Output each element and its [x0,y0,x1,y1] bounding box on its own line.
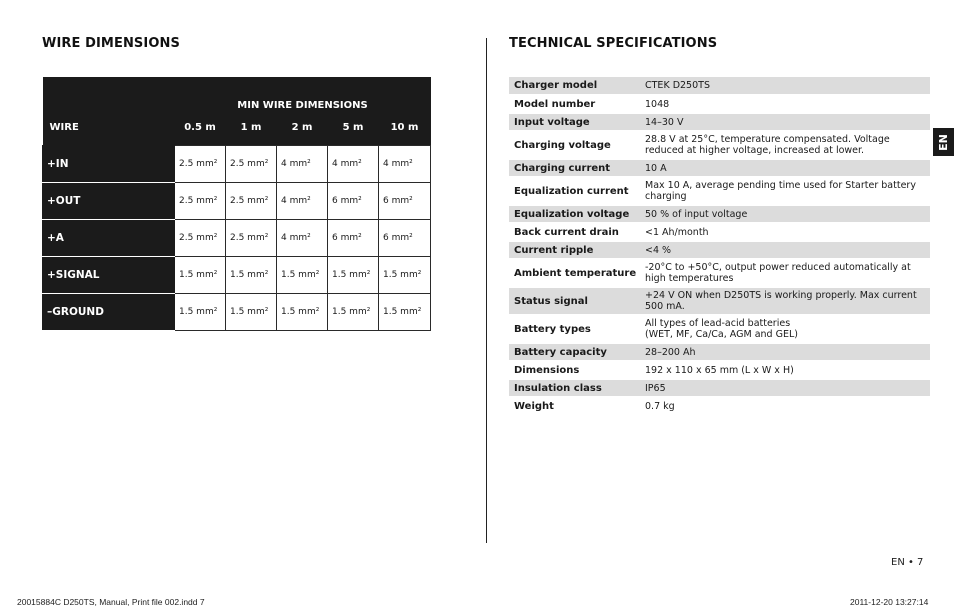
spec-key: Back current drain [509,223,640,241]
spec-key: Charging voltage [509,131,640,159]
wire-dimension-cell: 2.5 mm² [175,183,226,220]
spec-key: Equalization current [509,177,640,205]
spec-row [509,159,930,177]
wire-dimension-cell: 4 mm² [328,146,379,183]
wire-dimension-cell: 4 mm² [277,146,328,183]
wire-dimension-cell: 1.5 mm² [328,294,379,331]
wire-dimension-cell: 6 mm² [328,183,379,220]
header-spacer [43,77,175,118]
spec-row [509,113,930,131]
spec-row [509,177,930,205]
spec-key: Dimensions [509,361,640,379]
wire-row-label: +A [43,220,175,257]
wire-dimensions-heading: WIRE DIMENSIONS [42,36,180,51]
length-header: 0.5 m [175,118,226,146]
wire-dimension-cell: 2.5 mm² [226,220,277,257]
wire-dimension-cell: 4 mm² [379,146,431,183]
language-tab [933,128,954,156]
wire-row [43,257,431,294]
wire-row-label: +SIGNAL [43,257,175,294]
min-wire-dimensions-label: MIN WIRE DIMENSIONS [175,77,431,118]
specifications-table [509,77,930,416]
spec-row [509,259,930,287]
wire-dimension-cell: 4 mm² [277,183,328,220]
spec-value: 0.7 kg [640,397,930,415]
wire-dimensions-table [42,77,431,331]
wire-dimension-cell: 1.5 mm² [277,257,328,294]
spec-key: Charging current [509,159,640,177]
wire-dimension-cell: 1.5 mm² [226,257,277,294]
length-header: 1 m [226,118,277,146]
wire-row [43,220,431,257]
wire-dimension-cell: 1.5 mm² [379,294,431,331]
wire-dimension-cell: 2.5 mm² [226,146,277,183]
spec-row [509,205,930,223]
wire-row [43,183,431,220]
spec-key: Equalization voltage [509,205,640,223]
spec-row [509,287,930,315]
technical-specifications-heading: TECHNICAL SPECIFICATIONS [509,36,718,51]
spec-key: Weight [509,397,640,415]
wire-row [43,294,431,331]
wire-dimension-cell: 1.5 mm² [175,257,226,294]
wire-dimension-cell: 2.5 mm² [175,220,226,257]
spec-value: 14–30 V [640,113,930,131]
spec-row [509,131,930,159]
wire-row [43,146,431,183]
spec-row [509,379,930,397]
spec-value: 192 x 110 x 65 mm (L x W x H) [640,361,930,379]
wire-dimension-cell: 4 mm² [277,220,328,257]
spec-row [509,315,930,343]
wire-column-label: WIRE [43,118,175,146]
spec-row [509,361,930,379]
spec-key: Status signal [509,287,640,315]
wire-dimension-cell: 1.5 mm² [175,294,226,331]
column-divider [486,38,487,543]
spec-key: Input voltage [509,113,640,131]
spec-key: Battery types [509,315,640,343]
spec-value: 1048 [640,95,930,113]
spec-value: 10 A [640,159,930,177]
wire-dimension-cell: 6 mm² [328,220,379,257]
spec-value: <1 Ah/month [640,223,930,241]
spec-row [509,241,930,259]
footer-timestamp: 2011-12-20 13:27:14 [850,597,929,607]
spec-value: Max 10 A, average pending time used for Starter battery charging [640,177,930,205]
spec-value: CTEK D250TS [640,77,930,95]
length-header: 10 m [379,118,431,146]
spec-value: 50 % of input voltage [640,205,930,223]
spec-key: Model number [509,95,640,113]
spec-row [509,343,930,361]
wire-row-label: +IN [43,146,175,183]
wire-dimension-cell: 6 mm² [379,183,431,220]
wire-row-label: –GROUND [43,294,175,331]
footer-file-info: 20015884C D250TS, Manual, Print file 002.indd 7 [17,597,205,607]
wire-dimension-cell: 1.5 mm² [226,294,277,331]
spec-value: IP65 [640,379,930,397]
spec-value: <4 % [640,241,930,259]
spec-row [509,223,930,241]
spec-key: Charger model [509,77,640,95]
length-header: 2 m [277,118,328,146]
spec-key: Battery capacity [509,343,640,361]
length-header: 5 m [328,118,379,146]
spec-value: 28.8 V at 25°C, temperature compensated. Voltage reduced at higher voltage, increased at lower. [640,131,930,159]
wire-dimension-cell: 6 mm² [379,220,431,257]
spec-row [509,77,930,95]
spec-row [509,397,930,415]
wire-row-label: +OUT [43,183,175,220]
spec-key: Insulation class [509,379,640,397]
spec-key: Ambient temperature [509,259,640,287]
language-tab-label: EN [936,133,950,151]
spec-value: -20°C to +50°C, output power reduced automatically at high temperatures [640,259,930,287]
spec-value: +24 V ON when D250TS is working properly. Max current 500 mA. [640,287,930,315]
wire-dimension-cell: 1.5 mm² [328,257,379,294]
wire-dimension-cell: 2.5 mm² [226,183,277,220]
spec-value: 28–200 Ah [640,343,930,361]
spec-row [509,95,930,113]
wire-dimension-cell: 1.5 mm² [277,294,328,331]
spec-value: All types of lead-acid batteries (WET, MF, Ca/Ca, AGM and GEL) [640,315,930,343]
page-number: EN • 7 [891,557,924,568]
spec-key: Current ripple [509,241,640,259]
wire-dimension-cell: 2.5 mm² [175,146,226,183]
wire-dimension-cell: 1.5 mm² [379,257,431,294]
